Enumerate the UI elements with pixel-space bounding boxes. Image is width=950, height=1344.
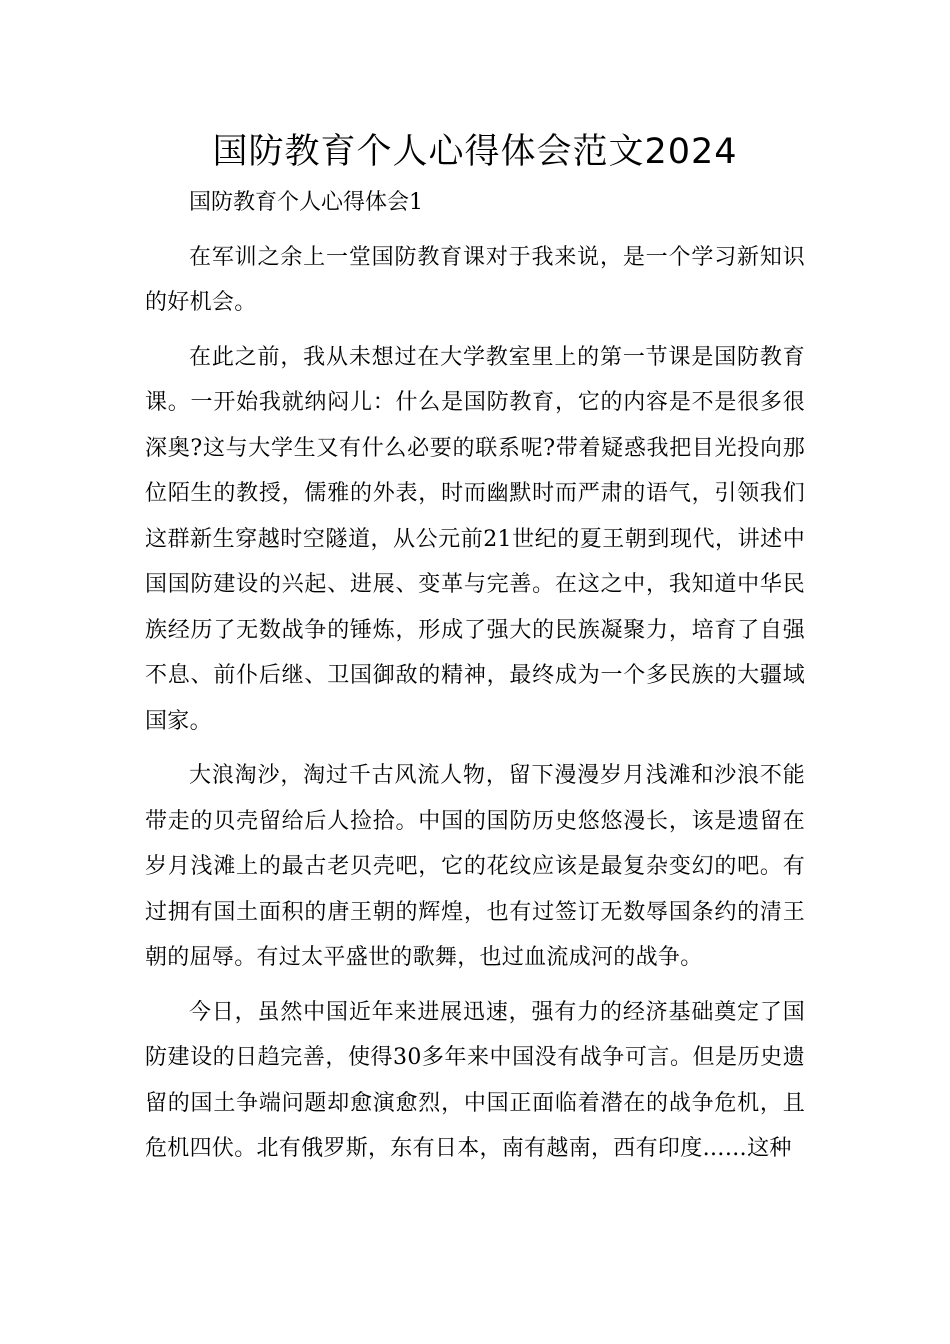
- section-heading: 国防教育个人心得体会1: [189, 190, 423, 215]
- document-body: [145, 180, 805, 1172]
- paragraph: 在军训之余上一堂国防教育课对于我来说，是一个学习新知识的好机会。: [145, 244, 805, 315]
- document-title: 国防教育个人心得体会范文2024: [212, 132, 738, 172]
- paragraph: 大浪淘沙，淘过千古风流人物，留下漫漫岁月浅滩和沙浪不能带走的贝壳留给后人捡拾。中国的国防历史悠悠漫长，该是遗留在岁月浅滩上的最古老贝壳吧，它的花纹应该是最复杂变幻的吧。有过拥有国土面积的唐王朝的辉煌，也有过签订无数辱国条约的清王朝的屈辱。有过太平盛世的歌舞，也过血流成河的战争。: [145, 763, 805, 970]
- paragraph: 今日，虽然中国近年来进展迅速，强有力的经济基础奠定了国防建设的日趋完善，使得30多年来中国没有战争可言。但是历史遗留的国土争端问题却愈演愈烈，中国正面临着潜在的战争危机，且危机四伏。北有俄罗斯，东有日本，南有越南，西有印度……这种: [145, 999, 805, 1161]
- paragraph: 在此之前，我从未想过在大学教室里上的第一节课是国防教育课。一开始我就纳闷儿：什么是国防教育，它的内容是不是很多很深奥?这与大学生又有什么必要的联系呢?带着疑惑我把目光投向那位陌生的教授，儒雅的外表，时而幽默时而严肃的语气，引领我们这群新生穿越时空隧道，从公元前21世纪的夏王朝到现代，讲述中国国防建设的兴起、进展、变革与完善。在这之中，我知道中华民族经历了无数战争的锤炼，形成了强大的民族凝聚力，培育了自强不息、前仆后继、卫国御敌的精神，最终成为一个多民族的大疆域国家。: [145, 344, 805, 734]
